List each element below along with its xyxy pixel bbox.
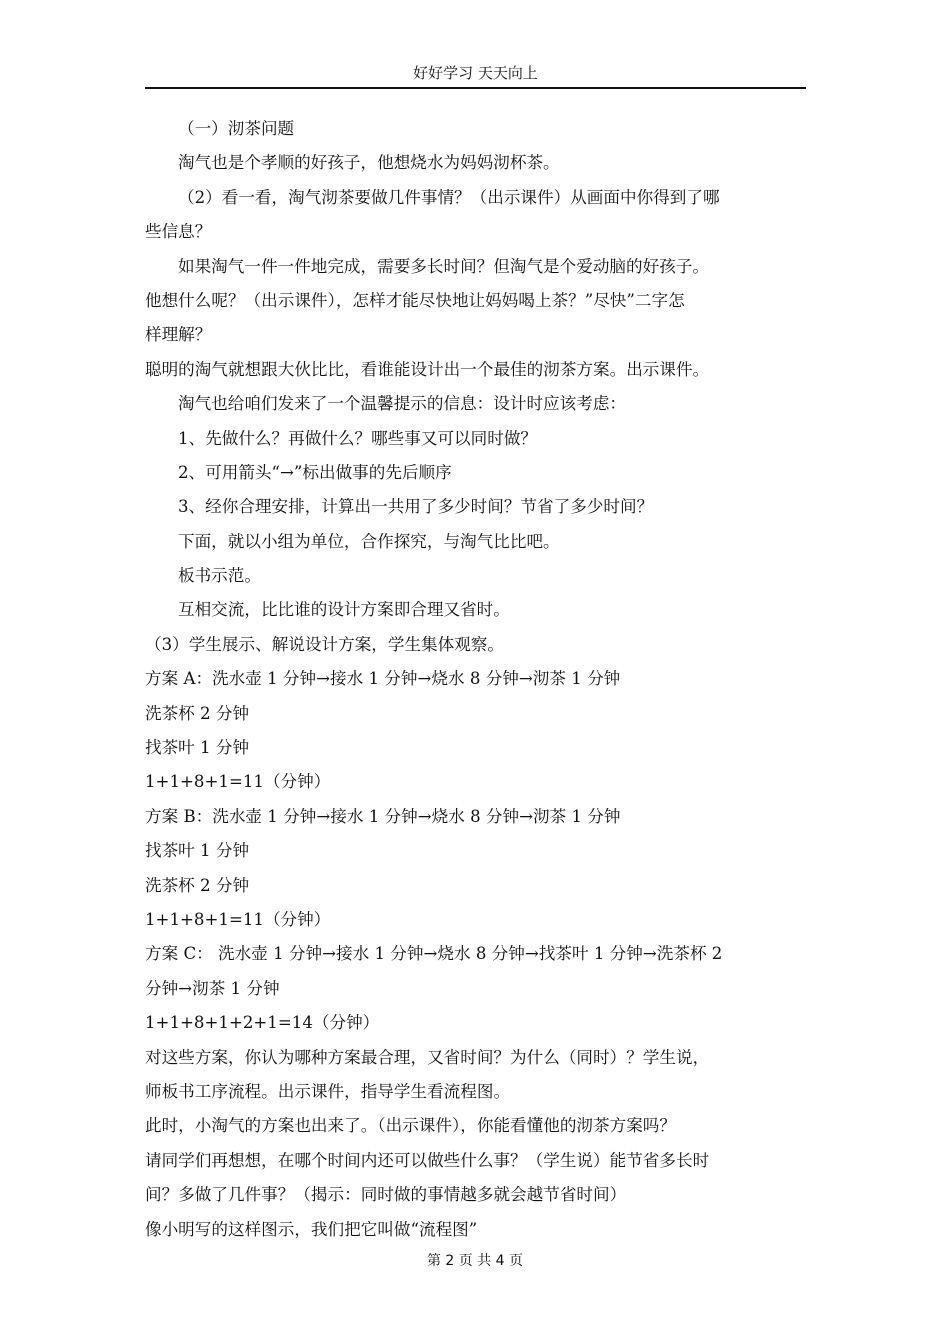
text-line: 他想什么呢？（出示课件），怎样才能尽快地让妈妈喝上茶？”尽快”二字怎 [145, 290, 685, 310]
text-line: 聪明的淘气就想跟大伙比比，看谁能设计出一个最佳的沏茶方案。出示课件。 [145, 359, 710, 379]
text-line: 1、先做什么？再做什么？哪些事又可以同时做？ [178, 428, 538, 448]
text-line: （2）看一看，淘气沏茶要做几件事情？（出示课件）从画面中你得到了哪 [178, 187, 720, 207]
text-line: 找茶叶 1 分钟 [145, 738, 250, 758]
page-header: 好好学习 天天向上 [413, 64, 538, 82]
header-divider [145, 87, 806, 89]
text-line: 分钟→沏茶 1 分钟 [145, 978, 280, 998]
text-line: 1+1+8+1+2+1=14（分钟） [145, 1013, 380, 1033]
text-line: 洗茶杯 2 分钟 [145, 875, 250, 895]
text-line: 2、可用箭头“→”标出做事的先后顺序 [178, 462, 452, 482]
document-body [145, 112, 805, 1247]
text-line: 师板书工序流程。出示课件，指导学生看流程图。 [145, 1081, 511, 1101]
text-line: 些信息？ [145, 222, 212, 242]
text-line: 1+1+8+1=11（分钟） [145, 772, 331, 792]
text-line: 淘气也是个孝顺的好孩子，他想烧水为妈妈沏杯茶。 [178, 153, 560, 173]
text-line: 互相交流，比比谁的设计方案即合理又省时。 [178, 600, 510, 620]
text-line: 3、经你合理安排，计算出一共用了多少时间？节省了多少时间？ [178, 497, 654, 517]
text-line: 样理解？ [145, 325, 212, 345]
text-line: 方案 B：洗水壶 1 分钟→接水 1 分钟→烧水 8 分钟→沏茶 1 分钟 [145, 806, 621, 826]
text-line: 请同学们再想想，在哪个时间内还可以做些什么事？（学生说）能节省多长时 [145, 1150, 710, 1170]
text-line: 像小明写的这样图示，我们把它叫做“流程图” [145, 1219, 478, 1239]
text-line: 找茶叶 1 分钟 [145, 841, 250, 861]
text-line: 板书示范。 [178, 566, 261, 586]
text-line: 淘气也给咱们发来了一个温馨提示的信息：设计时应该考虑： [178, 394, 627, 414]
page-footer: 第 2 页 共 4 页 [426, 1253, 524, 1269]
text-line: 洗茶杯 2 分钟 [145, 703, 250, 723]
text-line: 方案 C： 洗水壶 1 分钟→接水 1 分钟→烧水 8 分钟→找茶叶 1 分钟→洗茶杯 2 [145, 944, 723, 964]
text-line: 间？多做了几件事？（揭示：同时做的事情越多就会越节省时间） [145, 1185, 627, 1205]
text-line: 此时，小淘气的方案也出来了。（出示课件），你能看懂他的沏茶方案吗？ [145, 1116, 676, 1136]
text-line: （3）学生展示、解说设计方案，学生集体观察。 [145, 634, 505, 654]
text-line: 1+1+8+1=11（分钟） [145, 909, 331, 929]
text-line: （一）沏茶问题 [178, 119, 295, 138]
text-line: 方案 A：洗水壶 1 分钟→接水 1 分钟→烧水 8 分钟→沏茶 1 分钟 [145, 669, 621, 689]
text-line: 对这些方案，你认为哪种方案最合理，又省时间？为什么（同时）？学生说， [145, 1047, 710, 1067]
text-line: 如果淘气一件一件地完成，需要多长时间？但淘气是个爱动脑的好孩子。 [178, 256, 709, 276]
text-line: 下面，就以小组为单位，合作探究，与淘气比比吧。 [178, 531, 560, 551]
